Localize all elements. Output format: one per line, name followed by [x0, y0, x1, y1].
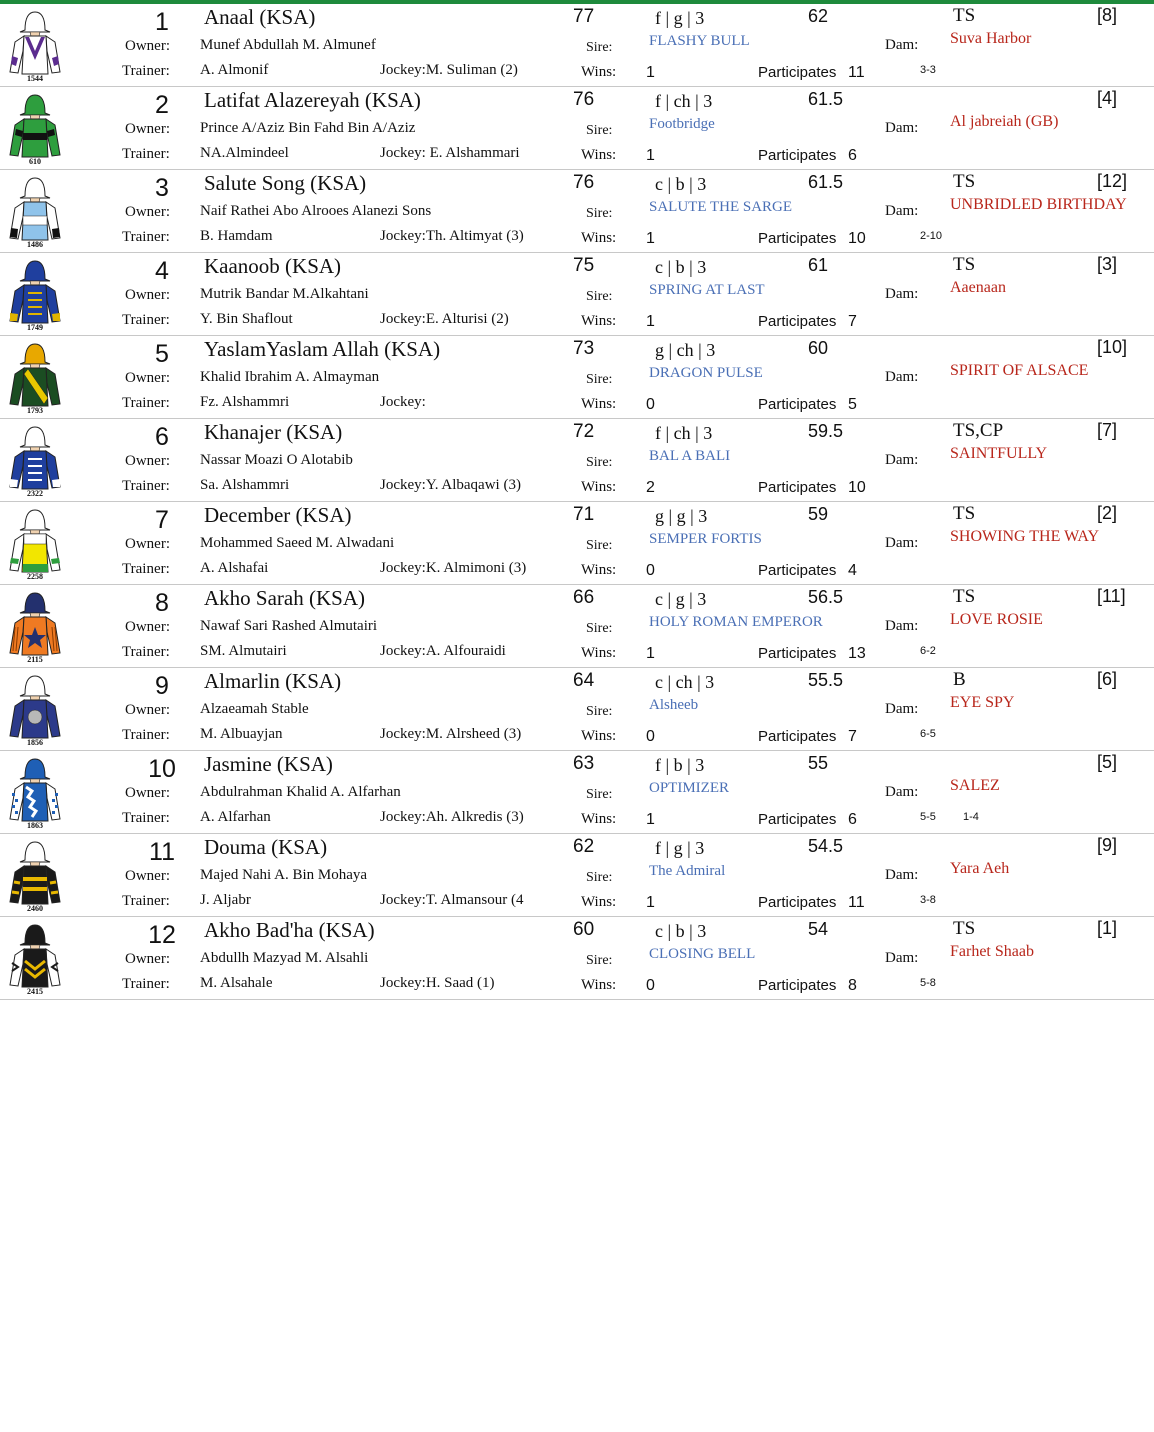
owner-name: Khalid Ibrahim A. Almayman	[200, 369, 380, 385]
horse-name[interactable]: Latifat Alazereyah (KSA)	[204, 88, 421, 112]
dam-label: Dam:	[885, 950, 919, 966]
wins-label: Wins:	[581, 728, 617, 744]
runner-number: 6	[155, 423, 169, 451]
participates-label: Participates	[758, 64, 837, 81]
rating: 60	[573, 919, 595, 940]
weight: 60	[808, 338, 829, 358]
form-figure: 5-8	[920, 977, 936, 989]
dam-label: Dam:	[885, 867, 919, 883]
dam-name: EYE SPY	[950, 694, 1015, 711]
trainer-label: Trainer:	[122, 893, 170, 909]
dam-name: SAINTFULLY	[950, 445, 1048, 462]
dam-name: Farhet Shaab	[950, 943, 1034, 960]
horse-name[interactable]: Akho Bad'ha (KSA)	[204, 918, 375, 942]
draw-number: [8]	[1097, 5, 1118, 25]
participates-label: Participates	[758, 728, 837, 745]
draw-number: [6]	[1097, 669, 1118, 689]
owner-label: Owner:	[125, 785, 170, 801]
runner-row	[0, 253, 1154, 336]
participates-count: 11	[848, 64, 865, 81]
draw-number: [1]	[1097, 918, 1118, 938]
trainer-label: Trainer:	[122, 976, 170, 992]
equipment: TS	[953, 254, 976, 275]
jockey-name: Jockey:T. Almansour (4	[380, 892, 524, 908]
svg-text:1486: 1486	[27, 240, 43, 249]
rating: 72	[573, 421, 595, 442]
horse-name[interactable]: December (KSA)	[204, 503, 352, 527]
dam-label: Dam:	[885, 120, 919, 136]
runner-row	[0, 751, 1154, 834]
sire-name: OPTIMIZER	[649, 780, 729, 796]
wins-label: Wins:	[581, 562, 617, 578]
jockey-name: Jockey:Ah. Alkredis (3)	[380, 809, 524, 825]
form-figure: 1-4	[963, 811, 979, 823]
dam-label: Dam:	[885, 784, 919, 800]
rating: 73	[573, 338, 595, 359]
wins-label: Wins:	[581, 230, 617, 246]
jockey-silks-icon	[6, 587, 64, 663]
wins-count: 1	[646, 811, 655, 828]
wins-label: Wins:	[581, 894, 617, 910]
wins-count: 1	[646, 313, 655, 330]
jockey-silks-icon	[6, 338, 64, 414]
jockey-name: Jockey: E. Alshammari	[380, 145, 520, 161]
horse-name[interactable]: Akho Sarah (KSA)	[204, 586, 365, 610]
owner-name: Naif Rathei Abo Alrooes Alanezi Sons	[200, 203, 432, 219]
runner-number: 12	[148, 921, 176, 949]
sex-colour-age: c | b | 3	[655, 174, 707, 194]
jockey-name: Jockey:Y. Albaqawi (3)	[380, 477, 521, 493]
sire-name: SALUTE THE SARGE	[649, 199, 793, 215]
rating: 64	[573, 670, 595, 691]
jockey-silks-icon	[6, 89, 64, 165]
sex-colour-age: c | b | 3	[655, 257, 707, 277]
svg-text:2460: 2460	[27, 904, 43, 913]
wins-count: 1	[646, 147, 655, 164]
runner-row	[0, 87, 1154, 170]
dam-name: SPIRIT OF ALSACE	[950, 362, 1089, 379]
draw-number: [2]	[1097, 503, 1118, 523]
rating: 62	[573, 836, 595, 857]
owner-name: Nawaf Sari Rashed Almutairi	[200, 618, 378, 634]
jockey-silks-icon	[6, 919, 64, 995]
participates-label: Participates	[758, 479, 837, 496]
dam-label: Dam:	[885, 37, 919, 53]
dam-label: Dam:	[885, 452, 919, 468]
sire-name: SPRING AT LAST	[649, 282, 765, 298]
dam-label: Dam:	[885, 535, 919, 551]
participates-count: 10	[848, 230, 866, 247]
svg-text:1749: 1749	[27, 323, 43, 332]
sex-colour-age: f | b | 3	[655, 755, 705, 775]
weight: 61.5	[808, 89, 844, 109]
weight: 61	[808, 255, 829, 275]
sire-name: DRAGON PULSE	[649, 365, 763, 381]
sex-colour-age: f | g | 3	[655, 8, 705, 28]
sex-colour-age: c | g | 3	[655, 589, 707, 609]
trainer-label: Trainer:	[122, 810, 170, 826]
wins-count: 2	[646, 479, 655, 496]
weight: 55.5	[808, 670, 844, 690]
trainer-label: Trainer:	[122, 312, 170, 328]
wins-count: 1	[646, 230, 655, 247]
jockey-name: Jockey:M. Alrsheed (3)	[380, 726, 522, 742]
horse-name[interactable]: Khanajer (KSA)	[204, 420, 343, 444]
wins-label: Wins:	[581, 396, 617, 412]
wins-label: Wins:	[581, 479, 617, 495]
weight: 56.5	[808, 587, 844, 607]
owner-label: Owner:	[125, 121, 170, 137]
trainer-name: A. Alshafai	[200, 560, 269, 576]
runner-number: 1	[155, 8, 169, 36]
svg-text:1793: 1793	[27, 406, 43, 415]
sex-colour-age: c | b | 3	[655, 921, 707, 941]
rating: 76	[573, 172, 595, 193]
wins-count: 0	[646, 977, 655, 994]
trainer-name: M. Albuayjan	[200, 726, 283, 742]
horse-name[interactable]: Salute Song (KSA)	[204, 171, 367, 195]
equipment: TS	[953, 503, 976, 524]
wins-label: Wins:	[581, 64, 617, 80]
jockey-silks-icon	[6, 421, 64, 497]
draw-number: [7]	[1097, 420, 1118, 440]
owner-label: Owner:	[125, 453, 170, 469]
horse-name[interactable]: Douma (KSA)	[204, 835, 328, 859]
runner-number: 11	[149, 838, 175, 866]
horse-name[interactable]: Almarlin (KSA)	[204, 669, 342, 693]
sire-label: Sire:	[586, 870, 613, 885]
trainer-name: A. Almonif	[200, 62, 269, 78]
participates-label: Participates	[758, 396, 837, 413]
dam-name: Al jabreiah (GB)	[950, 113, 1059, 130]
sire-name: HOLY ROMAN EMPEROR	[649, 614, 823, 630]
wins-label: Wins:	[581, 147, 617, 163]
trainer-name: SM. Almutairi	[200, 643, 287, 659]
owner-name: Nassar Moazi O Alotabib	[200, 452, 353, 468]
sire-name: CLOSING BELL	[649, 946, 756, 962]
jockey-name: Jockey:H. Saad (1)	[380, 975, 495, 991]
participates-label: Participates	[758, 230, 837, 247]
sire-label: Sire:	[586, 455, 613, 470]
jockey-name: Jockey:	[380, 394, 426, 410]
trainer-name: B. Hamdam	[200, 228, 273, 244]
sire-name: SEMPER FORTIS	[649, 531, 762, 547]
dam-name: UNBRIDLED BIRTHDAY	[950, 196, 1127, 213]
owner-name: Prince A/Aziz Bin Fahd Bin A/Aziz	[200, 120, 416, 136]
horse-name[interactable]: YaslamYaslam Allah (KSA)	[204, 337, 441, 361]
svg-text:2258: 2258	[27, 572, 43, 581]
trainer-label: Trainer:	[122, 395, 170, 411]
participates-label: Participates	[758, 645, 837, 662]
dam-name: SHOWING THE WAY	[950, 528, 1100, 545]
dam-name: Suva Harbor	[950, 30, 1032, 47]
dam-label: Dam:	[885, 286, 919, 302]
owner-label: Owner:	[125, 38, 170, 54]
runner-row	[0, 502, 1154, 585]
runner-number: 10	[148, 755, 176, 783]
wins-count: 1	[646, 64, 655, 81]
owner-label: Owner:	[125, 619, 170, 635]
trainer-label: Trainer:	[122, 478, 170, 494]
jockey-silks-icon	[6, 670, 64, 746]
draw-number: [5]	[1097, 752, 1118, 772]
sire-label: Sire:	[586, 372, 613, 387]
sire-label: Sire:	[586, 206, 613, 221]
equipment: TS	[953, 586, 976, 607]
form-figure: 6-2	[920, 645, 936, 657]
runner-row	[0, 419, 1154, 502]
owner-label: Owner:	[125, 370, 170, 386]
rating: 71	[573, 504, 595, 525]
runner-number: 4	[155, 257, 169, 285]
trainer-name: J. Aljabr	[200, 892, 251, 908]
participates-label: Participates	[758, 147, 837, 164]
owner-label: Owner:	[125, 951, 170, 967]
wins-label: Wins:	[581, 811, 617, 827]
draw-number: [11]	[1097, 586, 1126, 606]
sire-label: Sire:	[586, 289, 613, 304]
jockey-name: Jockey:Th. Altimyat (3)	[380, 228, 524, 244]
dam-label: Dam:	[885, 701, 919, 717]
sire-name: Alsheeb	[649, 697, 699, 713]
owner-name: Majed Nahi A. Bin Mohaya	[200, 867, 368, 883]
sire-label: Sire:	[586, 538, 613, 553]
trainer-label: Trainer:	[122, 644, 170, 660]
equipment: B	[953, 669, 966, 690]
owner-label: Owner:	[125, 702, 170, 718]
owner-name: Abdullh Mazyad M. Alsahli	[200, 950, 369, 966]
horse-name[interactable]: Anaal (KSA)	[204, 5, 316, 29]
sire-label: Sire:	[586, 787, 613, 802]
owner-name: Alzaeamah Stable	[200, 701, 309, 717]
rating: 76	[573, 89, 595, 110]
jockey-silks-icon	[6, 836, 64, 912]
dam-label: Dam:	[885, 203, 919, 219]
trainer-name: Y. Bin Shaflout	[200, 311, 293, 327]
participates-label: Participates	[758, 811, 837, 828]
sire-label: Sire:	[586, 621, 613, 636]
owner-label: Owner:	[125, 536, 170, 552]
rating: 63	[573, 753, 595, 774]
wins-count: 0	[646, 396, 655, 413]
wins-label: Wins:	[581, 313, 617, 329]
weight: 59	[808, 504, 829, 524]
horse-name[interactable]: Jasmine (KSA)	[204, 752, 333, 776]
form-figure: 5-5	[920, 811, 936, 823]
wins-count: 0	[646, 728, 655, 745]
participates-count: 7	[848, 728, 857, 745]
sire-label: Sire:	[586, 953, 613, 968]
participates-count: 6	[848, 811, 857, 828]
svg-text:2415: 2415	[27, 987, 43, 996]
owner-name: Abdulrahman Khalid A. Alfarhan	[200, 784, 401, 800]
owner-label: Owner:	[125, 868, 170, 884]
trainer-name: Fz. Alshammri	[200, 394, 290, 410]
participates-count: 5	[848, 396, 857, 413]
participates-label: Participates	[758, 894, 837, 911]
wins-label: Wins:	[581, 977, 617, 993]
rating: 66	[573, 587, 595, 608]
draw-number: [9]	[1097, 835, 1118, 855]
runner-row	[0, 917, 1154, 1000]
jockey-silks-icon	[6, 6, 64, 82]
wins-count: 1	[646, 645, 655, 662]
runner-row	[0, 4, 1154, 87]
jockey-silks-icon	[6, 504, 64, 580]
sex-colour-age: c | ch | 3	[655, 672, 715, 692]
weight: 61.5	[808, 172, 844, 192]
trainer-name: Sa. Alshammri	[200, 477, 290, 493]
jockey-name: Jockey:E. Alturisi (2)	[380, 311, 509, 327]
runner-number: 5	[155, 340, 169, 368]
jockey-silks-icon	[6, 753, 64, 829]
weight: 54	[808, 919, 829, 939]
participates-count: 13	[848, 645, 866, 662]
sire-name: The Admiral	[649, 863, 726, 879]
participates-label: Participates	[758, 977, 837, 994]
trainer-label: Trainer:	[122, 727, 170, 743]
sire-label: Sire:	[586, 40, 613, 55]
svg-text:1863: 1863	[27, 821, 43, 830]
participates-count: 11	[848, 894, 865, 911]
runner-row	[0, 585, 1154, 668]
participates-label: Participates	[758, 313, 837, 330]
participates-count: 6	[848, 147, 857, 164]
dam-label: Dam:	[885, 369, 919, 385]
sex-colour-age: f | g | 3	[655, 838, 705, 858]
trainer-label: Trainer:	[122, 229, 170, 245]
svg-text:2115: 2115	[27, 655, 43, 664]
form-figure: 3-3	[920, 64, 936, 76]
svg-text:1856: 1856	[27, 738, 43, 747]
weight: 62	[808, 6, 829, 26]
equipment: TS	[953, 5, 976, 26]
sire-label: Sire:	[586, 123, 613, 138]
runner-number: 3	[155, 174, 169, 202]
participates-count: 4	[848, 562, 857, 579]
owner-label: Owner:	[125, 287, 170, 303]
runner-number: 8	[155, 589, 169, 617]
participates-count: 7	[848, 313, 857, 330]
owner-name: Mohammed Saeed M. Alwadani	[200, 535, 395, 551]
draw-number: [3]	[1097, 254, 1118, 274]
sire-label: Sire:	[586, 704, 613, 719]
runner-row	[0, 170, 1154, 253]
trainer-name: NA.Almindeel	[200, 145, 289, 161]
runner-number: 7	[155, 506, 169, 534]
rating: 77	[573, 6, 595, 27]
sire-name: FLASHY BULL	[649, 33, 750, 49]
trainer-label: Trainer:	[122, 63, 170, 79]
svg-text:1544: 1544	[27, 74, 43, 83]
jockey-name: Jockey:M. Suliman (2)	[380, 62, 518, 78]
wins-label: Wins:	[581, 645, 617, 661]
weight: 55	[808, 753, 829, 773]
equipment: TS	[953, 918, 976, 939]
draw-number: [4]	[1097, 88, 1118, 108]
jockey-name: Jockey:A. Alfouraidi	[380, 643, 506, 659]
weight: 54.5	[808, 836, 844, 856]
sex-colour-age: g | ch | 3	[655, 340, 716, 360]
form-figure: 3-8	[920, 894, 936, 906]
owner-label: Owner:	[125, 204, 170, 220]
runner-list	[0, 4, 1154, 1000]
participates-count: 10	[848, 479, 866, 496]
trainer-label: Trainer:	[122, 146, 170, 162]
horse-name[interactable]: Kaanoob (KSA)	[204, 254, 342, 278]
runner-number: 2	[155, 91, 169, 119]
sex-colour-age: g | g | 3	[655, 506, 708, 526]
runner-row	[0, 834, 1154, 917]
sex-colour-age: f | ch | 3	[655, 423, 713, 443]
jockey-silks-icon	[6, 255, 64, 331]
participates-count: 8	[848, 977, 857, 994]
draw-number: [10]	[1097, 337, 1128, 357]
dam-label: Dam:	[885, 618, 919, 634]
sire-name: BAL A BALI	[649, 448, 731, 464]
sex-colour-age: f | ch | 3	[655, 91, 713, 111]
dam-name: LOVE ROSIE	[950, 611, 1043, 628]
trainer-name: A. Alfarhan	[200, 809, 271, 825]
draw-number: [12]	[1097, 171, 1128, 191]
weight: 59.5	[808, 421, 844, 441]
svg-text:2322: 2322	[27, 489, 43, 498]
trainer-name: M. Alsahale	[200, 975, 273, 991]
equipment: TS	[953, 171, 976, 192]
dam-name: SALEZ	[950, 777, 1000, 794]
runner-row	[0, 336, 1154, 419]
trainer-label: Trainer:	[122, 561, 170, 577]
form-figure: 2-10	[920, 230, 943, 242]
jockey-name: Jockey:K. Almimoni (3)	[380, 560, 527, 576]
participates-label: Participates	[758, 562, 837, 579]
owner-name: Munef Abdullah M. Almunef	[200, 37, 376, 53]
jockey-silks-icon	[6, 172, 64, 248]
dam-name: Aaenaan	[950, 279, 1006, 296]
owner-name: Mutrik Bandar M.Alkahtani	[200, 286, 369, 302]
rating: 75	[573, 255, 595, 276]
svg-text:610: 610	[29, 157, 41, 166]
runner-number: 9	[155, 672, 169, 700]
wins-count: 1	[646, 894, 655, 911]
sire-name: Footbridge	[649, 116, 715, 132]
runner-row	[0, 668, 1154, 751]
dam-name: Yara Aeh	[950, 860, 1010, 877]
wins-count: 0	[646, 562, 655, 579]
equipment: TS,CP	[953, 420, 1004, 441]
form-figure: 6-5	[920, 728, 936, 740]
